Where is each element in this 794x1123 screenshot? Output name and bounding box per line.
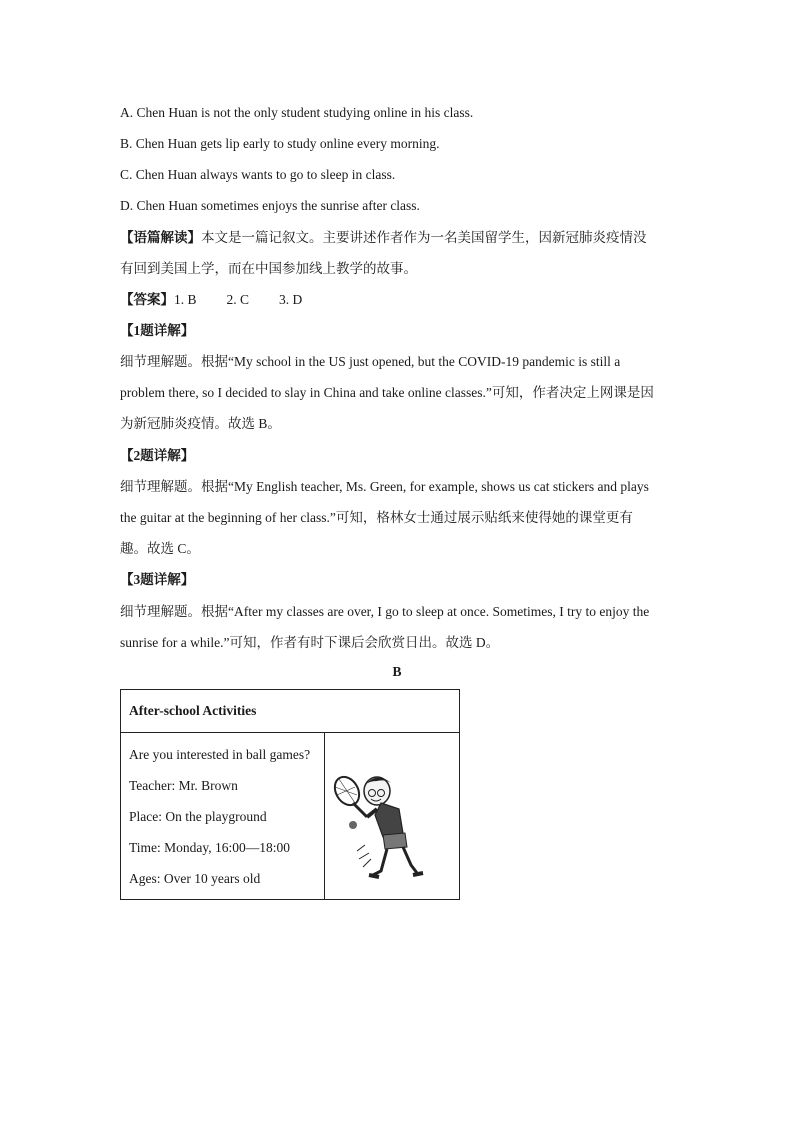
activity-table: [120, 689, 460, 900]
activity-ages: Ages: Over 10 years old: [129, 871, 261, 886]
q3-line2: sunrise for a while.”可知，作者有时下课后会欣赏日出。故选 D。: [120, 635, 500, 650]
activity-info-cell: [121, 733, 325, 900]
activity-time: Time: Monday, 16:00—18:00: [129, 840, 291, 855]
activity-teacher: Teacher: Mr. Brown: [129, 778, 238, 793]
reading-intro-label: 【语篇解读】: [120, 230, 201, 245]
q1-line3: 为新冠肺炎疫情。故选 B。: [120, 416, 281, 431]
q2-line2: the guitar at the beginning of her class.”可知，格林女士通过展示贴纸来使得她的课堂更有: [120, 510, 633, 525]
answer-2: 2. C: [226, 292, 250, 307]
option-b: B. Chen Huan gets lip early to study online every morning.: [120, 136, 440, 151]
q1-line2: problem there, so I decided to slay in China and take online classes.”可知，作者决定上网课是因: [120, 385, 654, 400]
answer-3: 3. D: [279, 292, 303, 307]
option-d: D. Chen Huan sometimes enjoys the sunrise after class.: [120, 198, 420, 213]
q1-heading: 【1题详解】: [120, 323, 195, 338]
q1-line1: 细节理解题。根据“My school in the US just opened, but the COVID-19 pandemic is still a: [120, 354, 621, 369]
q2-line1: 细节理解题。根据“My English teacher, Ms. Green, for example, shows us cat stickers and plays: [120, 479, 649, 494]
q2-heading: 【2题详解】: [120, 448, 195, 463]
answers-label: 【答案】: [120, 292, 174, 307]
reading-intro-line1: [120, 229, 647, 247]
q2-line3: 趣。故选 C。: [120, 541, 200, 556]
answer-1: 1. B: [174, 292, 197, 307]
tennis-player-icon: [325, 733, 459, 899]
reading-intro-text1: 本文是一篇记叙文。主要讲述作者作为一名美国留学生，因新冠肺炎疫情没: [201, 230, 647, 245]
q3-heading: 【3题详解】: [120, 572, 195, 587]
q3-line1: 细节理解题。根据“After my classes are over, I go to sleep at once. Sometimes, I try to enjoy the: [120, 604, 650, 619]
activity-place: Place: On the playground: [129, 809, 267, 824]
activity-title-cell: [121, 690, 460, 733]
activity-question: Are you interested in ball games?: [129, 747, 311, 762]
reading-intro-line2: 有回到美国上学，而在中国参加线上教学的故事。: [120, 261, 417, 276]
activity-picture-cell: [325, 733, 460, 900]
answers-line: [120, 291, 302, 309]
section-label: B: [392, 664, 402, 679]
activity-title: After-school Activities: [129, 703, 257, 718]
option-c: C. Chen Huan always wants to go to sleep in class.: [120, 167, 396, 182]
option-a: A. Chen Huan is not the only student studying online in his class.: [120, 105, 474, 120]
